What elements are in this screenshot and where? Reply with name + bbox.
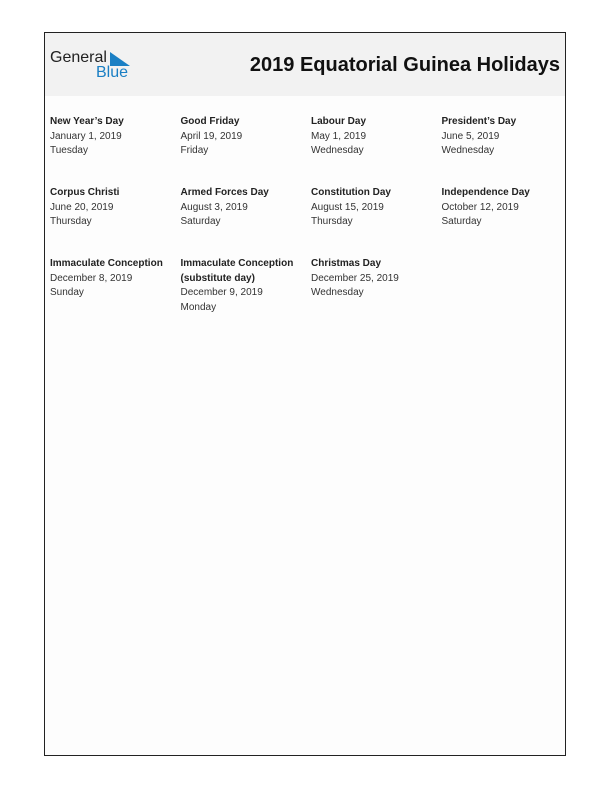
holiday-weekday: Saturday [441, 216, 482, 227]
holiday-item [50, 115, 181, 186]
holiday-item [311, 115, 442, 186]
holiday-name: Constitution Day [311, 187, 391, 198]
holiday-name: Independence Day [441, 187, 530, 198]
holiday-date: May 1, 2019 [311, 130, 367, 142]
holiday-item [311, 186, 442, 257]
holiday-item [50, 257, 181, 328]
header-band [45, 33, 565, 96]
holiday-date: December 9, 2019 [180, 287, 263, 298]
holiday-name: President’s Day [441, 116, 517, 127]
holiday-name: Immaculate Conception (substitute day) [180, 258, 294, 284]
holiday-item [311, 257, 442, 328]
holiday-grid [50, 115, 570, 328]
holiday-date: December 8, 2019 [50, 272, 133, 284]
holiday-item [181, 257, 312, 328]
calendar-page [44, 32, 566, 756]
holiday-date: August 3, 2019 [180, 201, 248, 213]
holiday-weekday: Wednesday [441, 145, 495, 156]
holiday-date: April 19, 2019 [180, 130, 243, 142]
general-blue-logo[interactable] [50, 49, 140, 83]
logo-text-general: General [50, 49, 107, 66]
holiday-item [442, 186, 567, 257]
holiday-item [442, 115, 567, 186]
holiday-weekday: Thursday [50, 216, 92, 227]
logo-text-blue: Blue [96, 64, 129, 81]
holiday-date: December 25, 2019 [311, 272, 399, 284]
holiday-weekday: Tuesday [50, 145, 88, 156]
holiday-item [181, 186, 312, 257]
holiday-weekday: Wednesday [311, 145, 364, 156]
holiday-weekday: Sunday [50, 287, 84, 298]
holiday-date: October 12, 2019 [441, 201, 519, 213]
holiday-name: Good Friday [180, 116, 240, 127]
holiday-item [181, 115, 312, 186]
holiday-weekday: Thursday [311, 216, 353, 227]
page-title: 2019 Equatorial Guinea Holidays [249, 54, 560, 76]
holiday-name: Corpus Christi [50, 187, 120, 198]
holiday-date: January 1, 2019 [50, 130, 122, 142]
holiday-name: Christmas Day [311, 258, 382, 269]
holiday-name: Immaculate Conception [50, 258, 163, 269]
holiday-date: August 15, 2019 [311, 201, 384, 213]
holiday-weekday: Monday [180, 301, 217, 313]
holiday-date: June 20, 2019 [50, 201, 114, 213]
holiday-name: Armed Forces Day [180, 187, 269, 198]
holiday-weekday: Saturday [180, 216, 221, 227]
holiday-weekday: Friday [180, 145, 209, 156]
holiday-item [50, 186, 181, 257]
holiday-name: Labour Day [311, 116, 367, 127]
holiday-name: New Year’s Day [50, 116, 124, 127]
holiday-date: June 5, 2019 [441, 130, 500, 142]
holiday-weekday: Wednesday [311, 287, 364, 298]
